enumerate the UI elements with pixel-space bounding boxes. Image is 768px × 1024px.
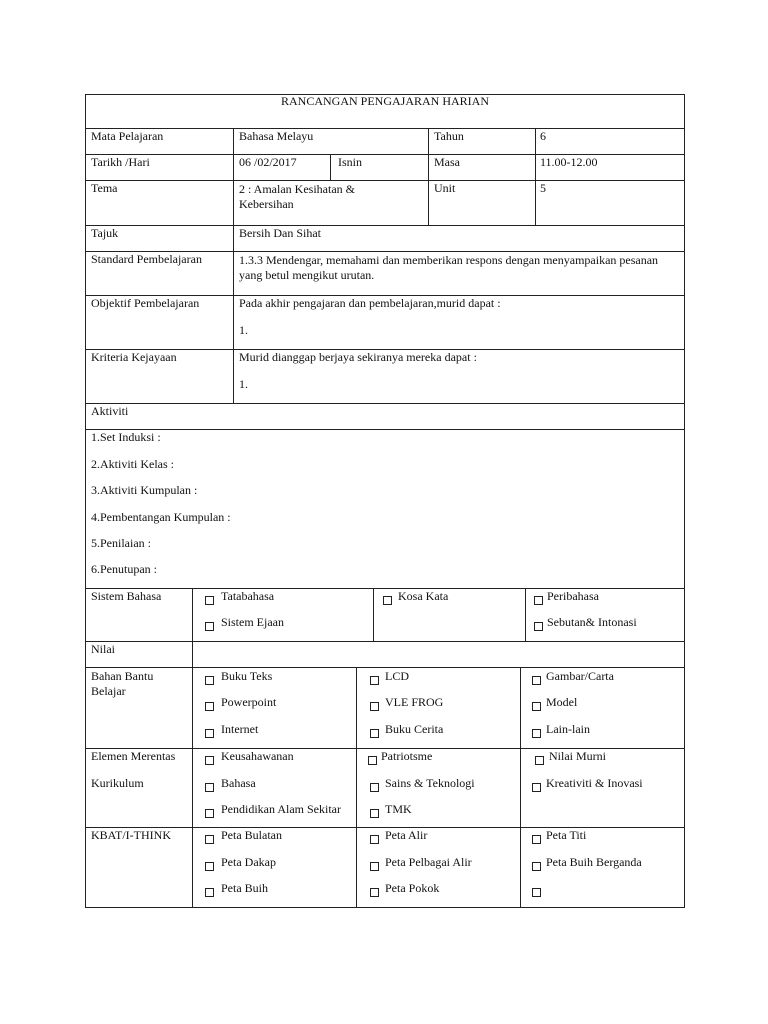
masa-label: Masa (434, 155, 460, 169)
powerpoint-checkbox[interactable] (205, 702, 214, 711)
sistem-ejaan-option: Sistem Ejaan (221, 615, 284, 629)
tahun-label: Tahun (434, 129, 464, 143)
peta-dakap-option: Peta Dakap (221, 855, 276, 869)
kriteria-line: Murid dianggap berjaya sekiranya mereka dapat : (239, 350, 477, 364)
peta-titi-checkbox[interactable] (532, 835, 541, 844)
peta-alir-option: Peta Alir (385, 828, 428, 842)
peta-bulatan-checkbox[interactable] (205, 835, 214, 844)
tema-label: Tema (91, 181, 118, 195)
form-title: RANCANGAN PENGAJARAN HARIAN (280, 94, 489, 108)
peribahasa-checkbox[interactable] (534, 596, 543, 605)
standard-value: 1.3.3 Mendengar, memahami dan memberikan respons dengan menyampaikan pesanan yang betul mengikut urutan. (239, 253, 659, 282)
aktiviti-item: 1.Set Induksi : (91, 430, 161, 444)
column-divider (428, 128, 429, 225)
sebutan-intonasi-checkbox[interactable] (534, 622, 543, 631)
column-divider (233, 128, 234, 403)
aktiviti-item: 6.Penutupan : (91, 562, 157, 576)
peta-bulatan-option: Peta Bulatan (221, 828, 282, 842)
peta-pelbagai-alir-checkbox[interactable] (370, 862, 379, 871)
keusahawanan-checkbox[interactable] (205, 756, 214, 765)
buku-teks-option: Buku Teks (221, 669, 273, 683)
patriotsme-option: Patriotsme (381, 749, 433, 763)
column-divider (535, 128, 536, 225)
standard-label: Standard Pembelajaran (91, 252, 202, 266)
gambar-carta-option: Gambar/Carta (546, 669, 614, 683)
vle-frog-option: VLE FROG (385, 695, 444, 709)
row-divider (85, 225, 685, 226)
masa-value: 11.00-12.00 (540, 155, 598, 169)
blank-option-checkbox[interactable] (532, 888, 541, 897)
internet-option: Internet (221, 722, 259, 736)
bahasa-option: Bahasa (221, 776, 256, 790)
peta-pelbagai-alir-option: Peta Pelbagai Alir (385, 855, 472, 869)
aktiviti-item: 3.Aktiviti Kumpulan : (91, 483, 198, 497)
objektif-line: Pada akhir pengajaran dan pembelajaran,murid dapat : (239, 296, 501, 310)
objektif-label: Objektif Pembelajaran (91, 296, 200, 310)
elemen-label: Kurikulum (91, 776, 144, 790)
aktiviti-label: Aktiviti (91, 404, 129, 418)
column-divider (356, 667, 357, 908)
column-divider (525, 588, 526, 641)
tarikh-value: 06 /02/2017 (239, 155, 297, 169)
column-divider (192, 588, 193, 667)
unit-label: Unit (434, 181, 456, 195)
pendidikan-alam-sekitar-checkbox[interactable] (205, 809, 214, 818)
unit-value: 5 (540, 181, 546, 195)
buku-teks-checkbox[interactable] (205, 676, 214, 685)
peta-buih-berganda-option: Peta Buih Berganda (546, 855, 642, 869)
nilai-murni-option: Nilai Murni (549, 749, 606, 763)
peta-pokok-option: Peta Pokok (385, 881, 440, 895)
tatabahasa-option: Tatabahasa (221, 589, 275, 603)
column-divider (192, 667, 193, 908)
keusahawanan-option: Keusahawanan (221, 749, 294, 763)
mata-pelajaran-label: Mata Pelajaran (91, 129, 164, 143)
tatabahasa-checkbox[interactable] (205, 596, 214, 605)
peribahasa-option: Peribahasa (547, 589, 599, 603)
lesson-plan-form (85, 94, 685, 908)
bahasa-checkbox[interactable] (205, 783, 214, 792)
tajuk-value: Bersih Dan Sihat (239, 226, 321, 240)
elemen-label: Elemen Merentas (91, 749, 176, 763)
mata-pelajaran-value: Bahasa Melayu (239, 129, 314, 143)
kbat-label: KBAT/I-THINK (91, 828, 171, 842)
sains-teknologi-option: Sains & Teknologi (385, 776, 475, 790)
kreativiti-inovasi-option: Kreativiti & Inovasi (546, 776, 643, 790)
aktiviti-item: 5.Penilaian : (91, 536, 151, 550)
peta-buih-berganda-checkbox[interactable] (532, 862, 541, 871)
aktiviti-item: 4.Pembentangan Kumpulan : (91, 510, 231, 524)
row-divider (85, 128, 685, 129)
tema-value: 2 : Amalan Kesihatan & Kebersihan (239, 182, 355, 211)
row-divider (85, 429, 685, 430)
nilai-murni-checkbox[interactable] (535, 756, 544, 765)
pendidikan-alam-sekitar-option: Pendidikan Alam Sekitar (221, 802, 341, 816)
sains-teknologi-checkbox[interactable] (370, 783, 379, 792)
row-divider (85, 667, 685, 668)
tahun-value: 6 (540, 129, 546, 143)
column-divider (373, 588, 374, 641)
peta-alir-checkbox[interactable] (370, 835, 379, 844)
sistem-ejaan-checkbox[interactable] (205, 622, 214, 631)
model-option: Model (546, 695, 578, 709)
kreativiti-inovasi-checkbox[interactable] (532, 783, 541, 792)
lain-lain-option: Lain-lain (546, 722, 590, 736)
kosa-kata-option: Kosa Kata (398, 589, 449, 603)
internet-checkbox[interactable] (205, 729, 214, 738)
powerpoint-option: Powerpoint (221, 695, 277, 709)
objektif-line: 1. (239, 323, 248, 337)
sebutan-intonasi-option: Sebutan& Intonasi (547, 615, 637, 629)
peta-buih-checkbox[interactable] (205, 888, 214, 897)
row-divider (85, 180, 685, 181)
aktiviti-item: 2.Aktiviti Kelas : (91, 457, 174, 471)
peta-pokok-checkbox[interactable] (370, 888, 379, 897)
peta-dakap-checkbox[interactable] (205, 862, 214, 871)
sistem-bahasa-label: Sistem Bahasa (91, 589, 162, 603)
kosa-kata-checkbox[interactable] (383, 596, 392, 605)
model-checkbox[interactable] (532, 702, 541, 711)
kriteria-line: 1. (239, 377, 248, 391)
lain-lain-checkbox[interactable] (532, 729, 541, 738)
buku-cerita-option: Buku Cerita (385, 722, 444, 736)
vle-frog-checkbox[interactable] (370, 702, 379, 711)
lcd-option: LCD (385, 669, 409, 683)
column-divider (520, 667, 521, 908)
peta-buih-option: Peta Buih (221, 881, 268, 895)
peta-titi-option: Peta Titi (546, 828, 587, 842)
nilai-label: Nilai (91, 642, 115, 656)
buku-cerita-checkbox[interactable] (370, 729, 379, 738)
bahan-bantu-label: Bahan Bantu Belajar (91, 669, 154, 698)
tmk-checkbox[interactable] (370, 809, 379, 818)
row-divider (85, 403, 685, 404)
tarikh-label: Tarikh /Hari (91, 155, 150, 169)
tajuk-label: Tajuk (91, 226, 119, 240)
row-divider (85, 641, 685, 642)
column-divider (330, 154, 331, 180)
lcd-checkbox[interactable] (370, 676, 379, 685)
gambar-carta-checkbox[interactable] (532, 676, 541, 685)
patriotsme-checkbox[interactable] (368, 756, 377, 765)
tmk-option: TMK (385, 802, 412, 816)
kriteria-label: Kriteria Kejayaan (91, 350, 177, 364)
hari-value: Isnin (338, 155, 362, 169)
